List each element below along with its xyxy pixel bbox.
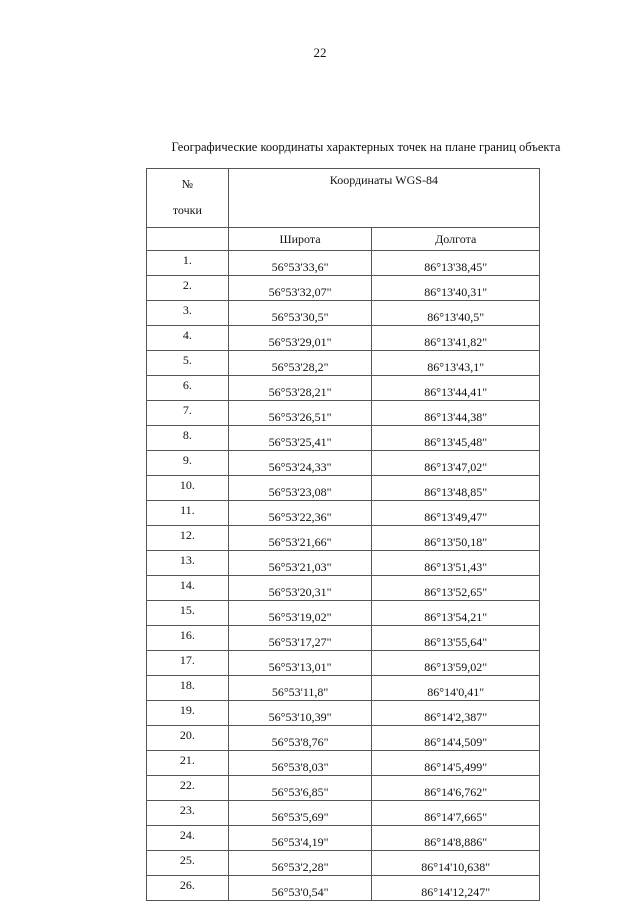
latitude-cell: 56°53'32,07" [228,276,372,301]
longitude-cell: 86°14'10,638" [372,851,540,876]
table-row [147,651,540,676]
latitude-cell: 56°53'33,6" [228,251,372,276]
longitude-cell: 86°14'4,509" [372,726,540,751]
page-number: 22 [313,45,327,60]
point-number-header-line1: № [181,177,194,191]
longitude-cell: 86°14'5,499" [372,751,540,776]
table-row [147,251,540,276]
point-number-cell: 21. [147,751,229,776]
table-row [147,826,540,851]
longitude-cell: 86°14'2,387" [372,701,540,726]
point-number-cell: 2. [147,276,229,301]
table-row [147,626,540,651]
latitude-cell: 56°53'30,5" [228,301,372,326]
latitude-cell: 56°53'25,41" [228,426,372,451]
point-number-cell: 17. [147,651,229,676]
coordinates-header: Координаты WGS-84 [228,169,539,228]
longitude-cell: 86°13'52,65" [372,576,540,601]
point-number-cell: 4. [147,326,229,351]
point-number-cell: 16. [147,626,229,651]
longitude-cell: 86°13'51,43" [372,551,540,576]
longitude-cell: 86°13'55,64" [372,626,540,651]
latitude-cell: 56°53'21,03" [228,551,372,576]
longitude-cell: 86°14'12,247" [372,876,540,901]
table-row [147,326,540,351]
longitude-cell: 86°13'59,02" [372,651,540,676]
point-number-cell: 22. [147,776,229,801]
table-row [147,726,540,751]
table-row [147,501,540,526]
point-number-cell: 12. [147,526,229,551]
table-row [147,376,540,401]
point-number-cell: 15. [147,601,229,626]
table-row [147,576,540,601]
latitude-cell: 56°53'19,02" [228,601,372,626]
table-row [147,851,540,876]
latitude-cell: 56°53'13,01" [228,651,372,676]
latitude-cell: 56°53'11,8" [228,676,372,701]
table-row [147,751,540,776]
latitude-cell: 56°53'24,33" [228,451,372,476]
longitude-cell: 86°13'48,85" [372,476,540,501]
point-number-cell: 3. [147,301,229,326]
point-number-cell: 10. [147,476,229,501]
table-row [147,776,540,801]
table-row [147,701,540,726]
table-row [147,451,540,476]
latitude-cell: 56°53'5,69" [228,801,372,826]
table-header-row [147,169,540,228]
point-number-cell: 6. [147,376,229,401]
table-row [147,526,540,551]
point-number-cell: 7. [147,401,229,426]
latitude-cell: 56°53'6,85" [228,776,372,801]
longitude-cell: 86°13'40,31" [372,276,540,301]
table-row [147,676,540,701]
point-number-cell: 1. [147,251,229,276]
table-subheader-row [147,228,540,251]
table-row [147,301,540,326]
longitude-cell: 86°13'41,82" [372,326,540,351]
latitude-cell: 56°53'8,03" [228,751,372,776]
longitude-cell: 86°13'45,48" [372,426,540,451]
point-number-cell: 14. [147,576,229,601]
latitude-cell: 56°53'0,54" [228,876,372,901]
longitude-cell: 86°14'0,41" [372,676,540,701]
point-number-cell: 23. [147,801,229,826]
table-row [147,426,540,451]
point-number-cell: 9. [147,451,229,476]
point-number-header-line2: точки [172,203,202,217]
longitude-cell: 86°14'7,665" [372,801,540,826]
table-row [147,276,540,301]
point-number-header [147,169,229,228]
longitude-cell: 86°13'49,47" [372,501,540,526]
longitude-cell: 86°14'6,762" [372,776,540,801]
point-number-cell: 11. [147,501,229,526]
table-row [147,551,540,576]
latitude-cell: 56°53'23,08" [228,476,372,501]
point-number-cell: 25. [147,851,229,876]
longitude-cell: 86°13'44,38" [372,401,540,426]
latitude-cell: 56°53'26,51" [228,401,372,426]
latitude-header: Широта [228,228,372,251]
latitude-cell: 56°53'29,01" [228,326,372,351]
point-number-cell: 8. [147,426,229,451]
latitude-cell: 56°53'21,66" [228,526,372,551]
point-number-cell: 19. [147,701,229,726]
latitude-cell: 56°53'10,39" [228,701,372,726]
longitude-header: Долгота [372,228,540,251]
table-caption: Географические координаты характерных точек на плане границ объекта [171,140,561,154]
longitude-cell: 86°13'50,18" [372,526,540,551]
longitude-cell: 86°14'8,886" [372,826,540,851]
longitude-cell: 86°13'54,21" [372,601,540,626]
point-number-cell: 20. [147,726,229,751]
point-number-cell: 26. [147,876,229,901]
latitude-cell: 56°53'22,36" [228,501,372,526]
longitude-cell: 86°13'44,41" [372,376,540,401]
longitude-cell: 86°13'40,5" [372,301,540,326]
table-row [147,401,540,426]
point-number-cell: 5. [147,351,229,376]
table-row [147,876,540,901]
latitude-cell: 56°53'4,19" [228,826,372,851]
table-row [147,601,540,626]
latitude-cell: 56°53'28,2" [228,351,372,376]
table-row [147,801,540,826]
point-number-cell: 13. [147,551,229,576]
latitude-cell: 56°53'28,21" [228,376,372,401]
table-row [147,476,540,501]
latitude-cell: 56°53'17,27" [228,626,372,651]
coordinates-table [146,168,540,901]
point-number-cell: 18. [147,676,229,701]
latitude-cell: 56°53'2,28" [228,851,372,876]
longitude-cell: 86°13'47,02" [372,451,540,476]
longitude-cell: 86°13'38,45" [372,251,540,276]
empty-subheader-cell [147,228,229,251]
point-number-cell: 24. [147,826,229,851]
latitude-cell: 56°53'8,76" [228,726,372,751]
longitude-cell: 86°13'43,1" [372,351,540,376]
latitude-cell: 56°53'20,31" [228,576,372,601]
table-row [147,351,540,376]
